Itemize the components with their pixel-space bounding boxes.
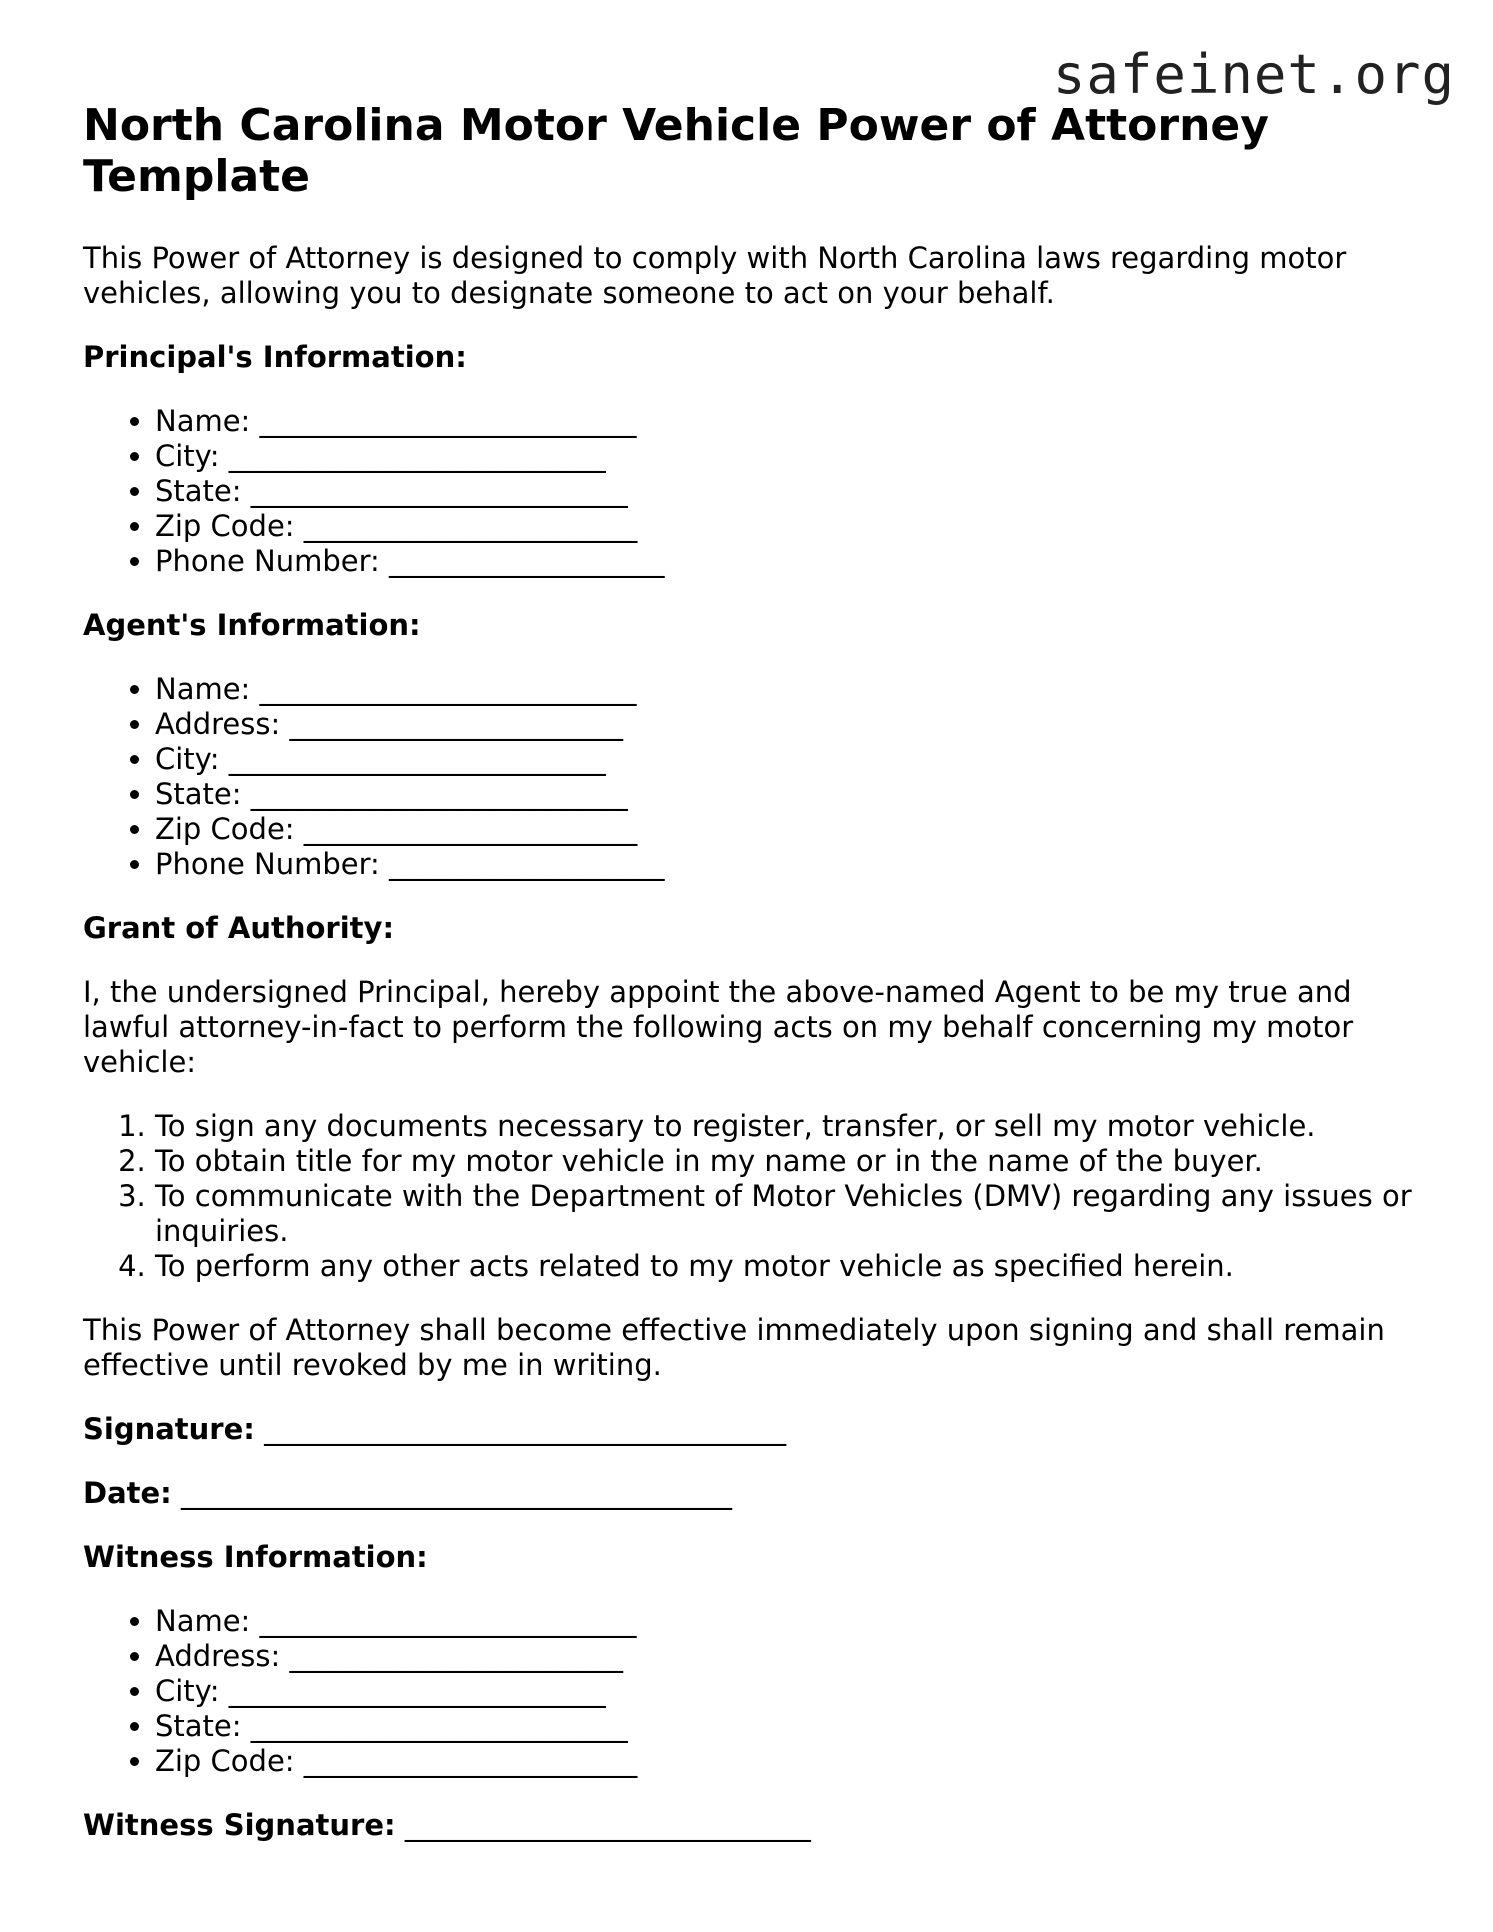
principal-phone-field: • Phone Number: ___________________ bbox=[155, 544, 1413, 579]
grant-act-item: 1. To sign any documents necessary to register, transfer, or sell my motor vehicle. bbox=[155, 1109, 1413, 1144]
agent-heading: Agent's Information: bbox=[83, 608, 421, 642]
principal-city-field: • City: __________________________ bbox=[155, 439, 1413, 474]
witness-city-field: • City: __________________________ bbox=[155, 1674, 1413, 1709]
agent-city-field: • City: __________________________ bbox=[155, 742, 1413, 777]
witness-state-field: • State: __________________________ bbox=[155, 1709, 1413, 1744]
witness-heading: Witness Information: bbox=[83, 1540, 428, 1574]
watermark: safeinet.org bbox=[1052, 43, 1455, 106]
date-blank: ______________________________________ bbox=[181, 1476, 732, 1510]
witness-name-field: • Name: __________________________ bbox=[155, 1604, 1413, 1639]
witness-signature-blank: ____________________________ bbox=[404, 1808, 811, 1842]
witness-signature-label: Witness Signature: bbox=[83, 1808, 396, 1842]
date-line bbox=[83, 1476, 1413, 1511]
agent-state-field: • State: __________________________ bbox=[155, 777, 1413, 812]
page-title: North Carolina Motor Vehicle Power of Attorney Template bbox=[83, 100, 1269, 202]
agent-zip-field: • Zip Code: _______________________ bbox=[155, 812, 1413, 847]
agent-fields bbox=[83, 672, 1413, 882]
grant-heading: Grant of Authority: bbox=[83, 911, 395, 945]
signature-line bbox=[83, 1412, 1413, 1447]
grant-act-item: 2. To obtain title for my motor vehicle in my name or in the name of the buyer. bbox=[155, 1144, 1413, 1179]
agent-address-field: • Address: _______________________ bbox=[155, 707, 1413, 742]
signature-blank: ____________________________________ bbox=[264, 1412, 787, 1446]
principal-name-field: • Name: __________________________ bbox=[155, 404, 1413, 439]
agent-phone-field: • Phone Number: ___________________ bbox=[155, 847, 1413, 882]
witness-address-field: • Address: _______________________ bbox=[155, 1639, 1413, 1674]
date-label: Date: bbox=[83, 1476, 172, 1510]
witness-signature-line bbox=[83, 1808, 1413, 1843]
grant-act-item: 3. To communicate with the Department of Motor Vehicles (DMV) regarding any issues or inquiries. bbox=[155, 1179, 1413, 1249]
witness-zip-field: • Zip Code: _______________________ bbox=[155, 1744, 1413, 1779]
intro-paragraph: This Power of Attorney is designed to comply with North Carolina laws regarding motor vehicles, allowing you to designate someone to act on your behalf. bbox=[83, 241, 1347, 310]
document bbox=[83, 100, 1413, 1872]
effective-paragraph: This Power of Attorney shall become effective immediately upon signing and shall remain effective until revoked by me in writing. bbox=[83, 1313, 1385, 1382]
principal-fields bbox=[83, 404, 1413, 579]
grant-acts-list bbox=[83, 1109, 1413, 1284]
principal-zip-field: • Zip Code: _______________________ bbox=[155, 509, 1413, 544]
signature-label: Signature: bbox=[83, 1412, 255, 1446]
principal-state-field: • State: __________________________ bbox=[155, 474, 1413, 509]
principal-heading: Principal's Information: bbox=[83, 340, 467, 374]
grant-act-item: 4. To perform any other acts related to my motor vehicle as specified herein. bbox=[155, 1249, 1413, 1284]
grant-paragraph: I, the undersigned Principal, hereby appoint the above-named Agent to be my true and lawful attorney-in-fact to perform the following acts on my behalf concerning my motor vehicle: bbox=[83, 975, 1354, 1079]
agent-name-field: • Name: __________________________ bbox=[155, 672, 1413, 707]
witness-fields bbox=[83, 1604, 1413, 1779]
